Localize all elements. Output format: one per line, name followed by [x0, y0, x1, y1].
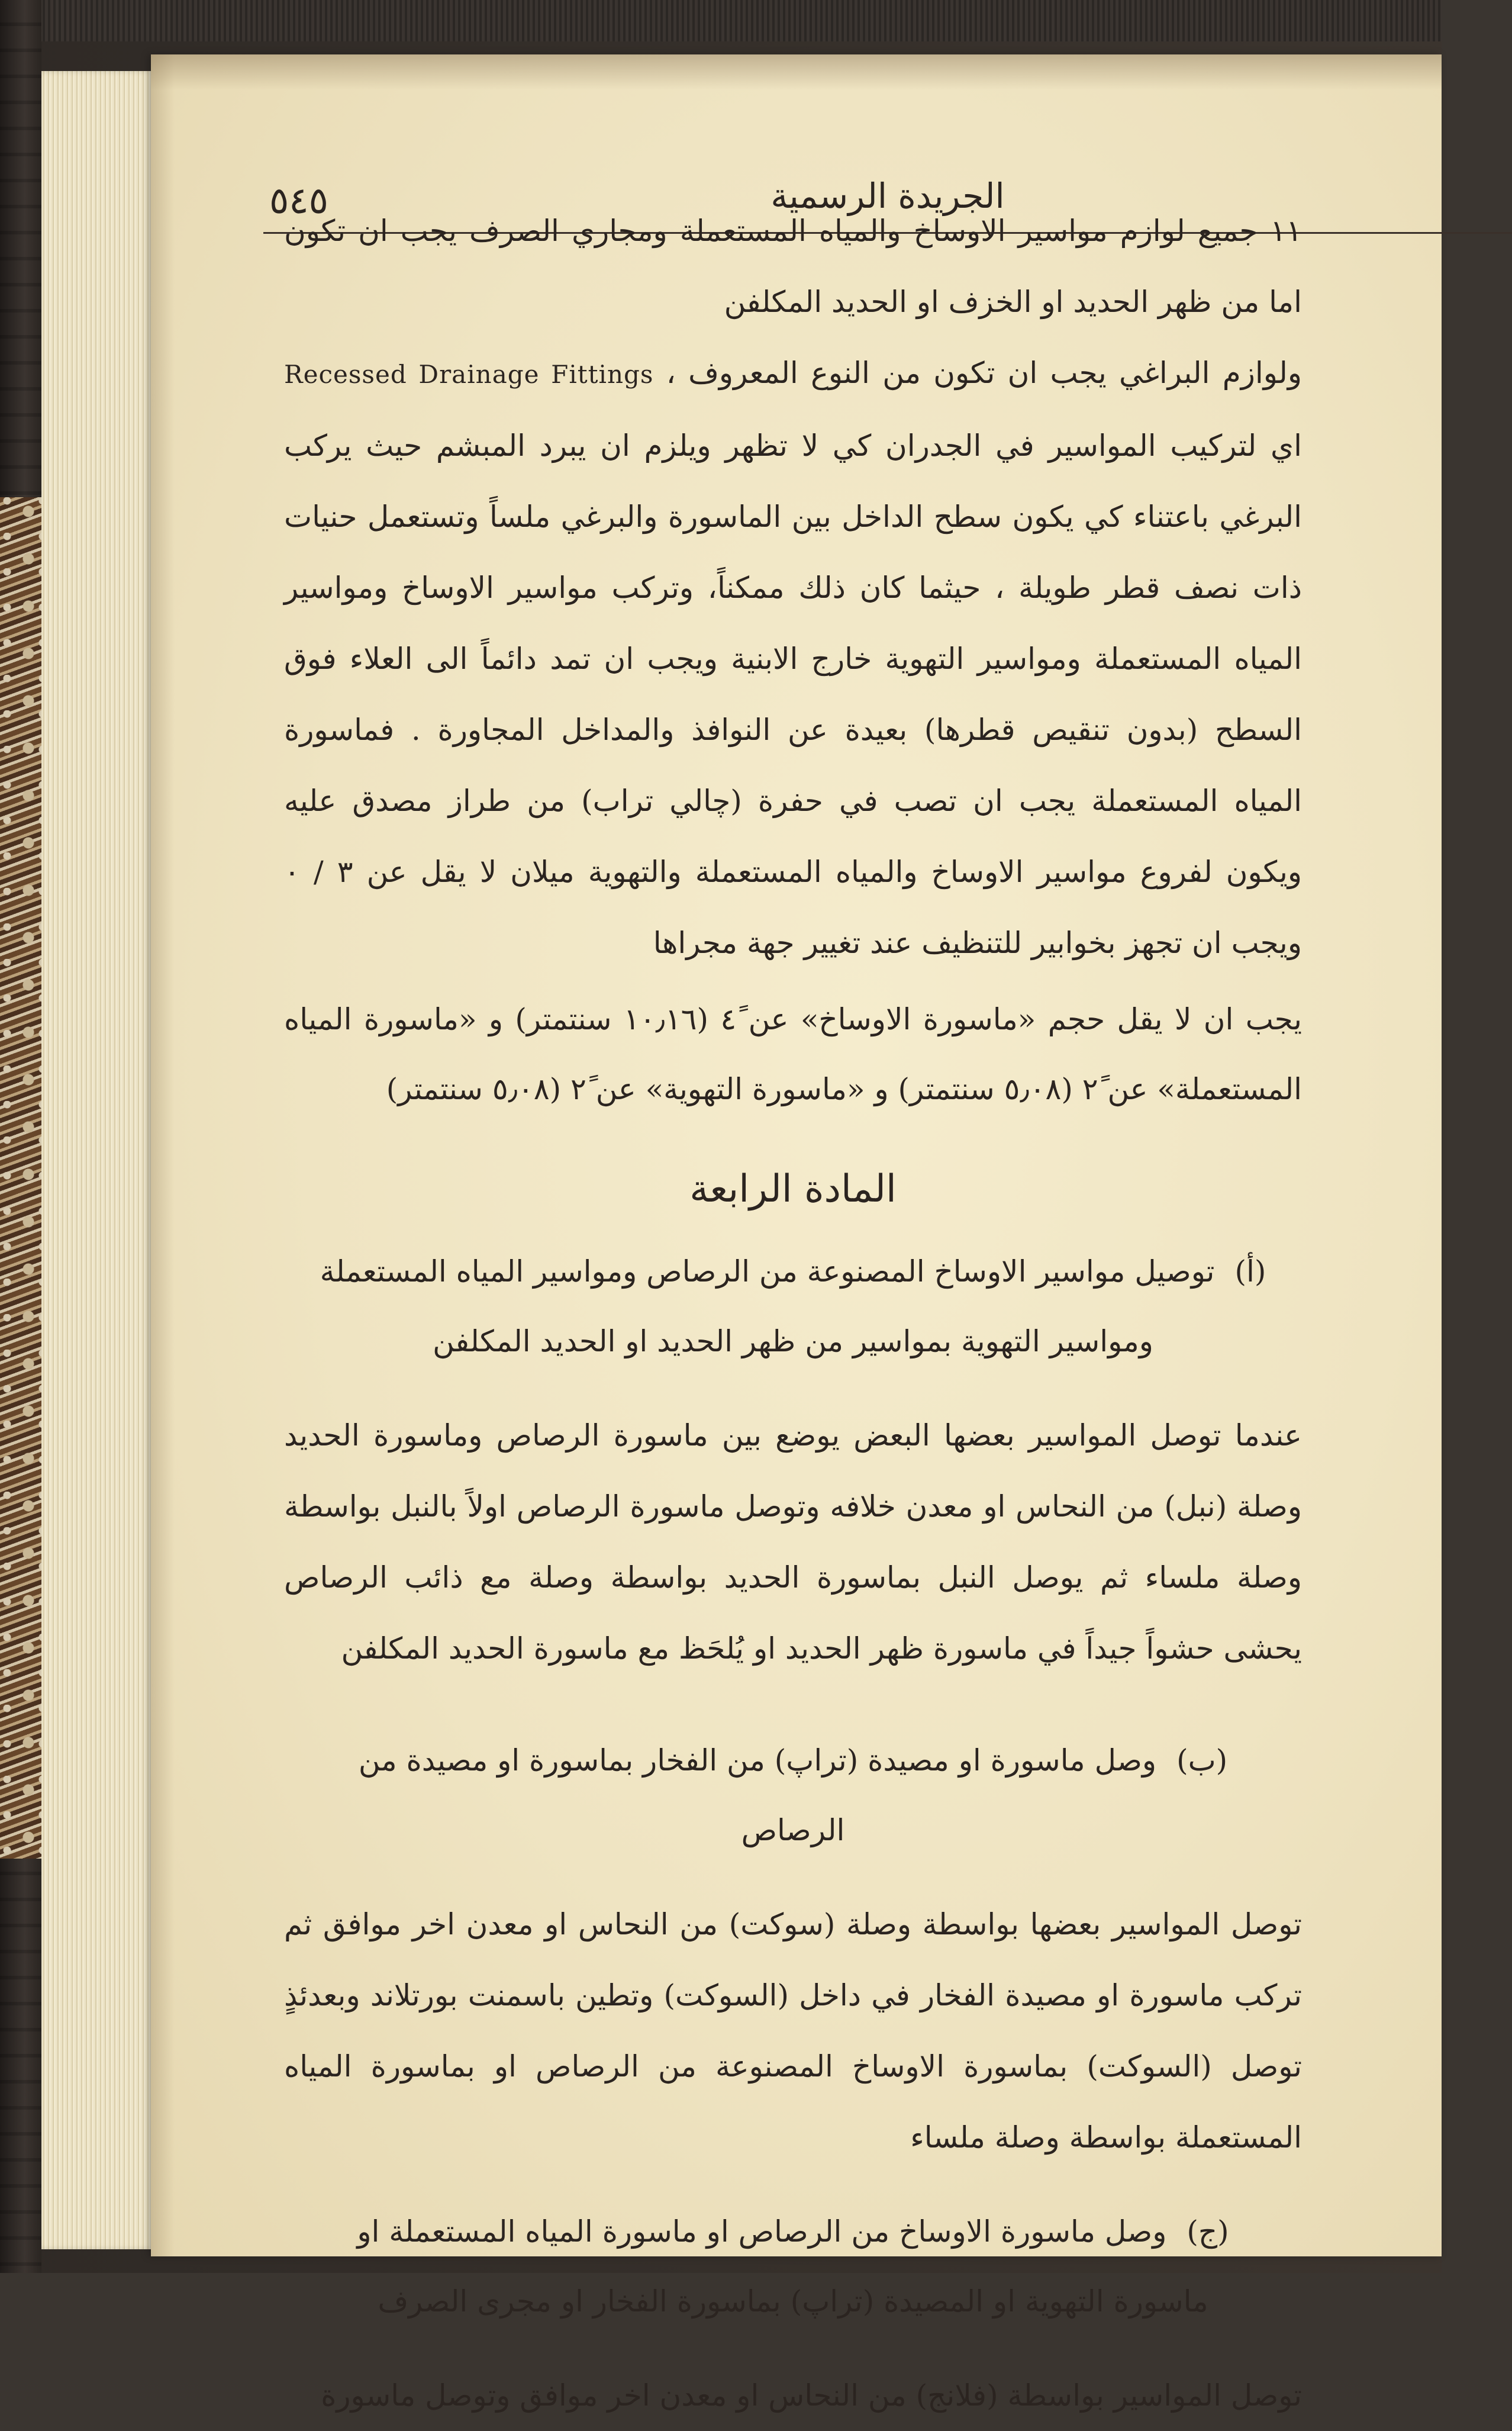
- page-number: ٥٤٥: [269, 179, 328, 222]
- marbled-edge: [0, 497, 43, 1859]
- clause-c-text: توصل المواسير بواسطة (فلانج) من النحاس او معدن اخر موافق وتوصل ماسورة: [321, 2378, 1302, 2413]
- clause-b-text: توصل المواسير بعضها بواسطة وصلة (سوكت) من النحاس او معدن اخر موافق ثم تركب ماسورة او مصيدة الفخار في داخل (السوكت) وتطين باسمنت بورتلاند وبعدئذٍ توصل (السوكت) بماسورة الاوساخ المصنوعة من الرصاص او بماسورة المياه المستعملة بواسطة وصلة ملساء: [284, 1907, 1302, 2155]
- clause-a-label: (أ): [1234, 1254, 1266, 1289]
- clause-c-heading: [284, 2197, 1302, 2336]
- item-11-paragraph: ١١ جميع لوازم مواسير الاوساخ والمياه المستعملة ومجاري الصرف يجب ان تكون اما من ظهر الحديد او الخزف او الحديد المكلفن: [284, 214, 1302, 319]
- clause-a-text: عندما توصل المواسير بعضها البعض يوضع بين ماسورة الرصاص وماسورة الحديد وصلة (نبل) من النحاس او معدن خلافه وتوصل ماسورة الرصاص اولاً بالنبل بواسطة وصلة ملساء ثم يوصل النبل بماسورة الحديد بواسطة وصلة مع ذائب الرصاص يحشى حشواً جيداً في ماسورة ظهر الحديد او يُلحَظ مع ماسورة الحديد المكلفن: [284, 1418, 1302, 1666]
- fittings-text-after: اي لتركيب المواسير في الجدران كي لا تظهر ويلزم ان يبرد المبشم حيث يركب البرغي باعتناء كي يكون سطح الداخل بين الماسورة والبرغي ملساً وتستعمل حنيات ذات نصف قطر طويلة ، حيثما كان ذلك ممكناً، وتركب مواسير الاوساخ ومواسير المياه المستعملة ومواسير التهوية خارج الابنية ويجب ان تمد دائماً الى العلاء فوق السطح (بدون تنقيص قطرها) بعيدة عن النوافذ والمداخل المجاورة . فماسورة المياه المستعملة يجب ان تصب في حفرة (چالي تراب) من طراز مصدق عليه ويكون لفروع مواسير الاوساخ والمياه المستعملة والتهوية ميلان لا يقل عن ٣ / ٠ ويجب ان تجهز بخوابير للتنظيف عند تغيير جهة مجراها: [284, 429, 1303, 960]
- page-body: [284, 195, 1302, 2431]
- page-edges: [41, 71, 154, 2249]
- fittings-paragraph: ولوازم البراغي يجب ان تكون من النوع المعروف ، Recessed Drainage Fittings اي لتركيب المواسير في الجدران كي لا تظهر ويلزم ان يبرد المبشم حيث يركب البرغي باعتناء كي يكون سطح الداخل بين الماسورة والبرغي ملساً وتستعمل حنيات ذات نصف قطر طويلة ، حيثما كان ذلك ممكناً، وتركب مواسير الاوساخ ومواسير المياه المستعملة ومواسير التهوية خارج الابنية ويجب ان تمد دائماً الى العلاء فوق السطح (بدون تنقيص قطرها) بعيدة عن النوافذ والمداخل المجاورة . فماسورة المياه المستعملة يجب ان تصب في حفرة (چالي تراب) من طراز مصدق عليه ويكون لفروع مواسير الاوساخ والمياه المستعملة والتهوية ميلان لا يقل عن ٣ / ٠ ويجب ان تجهز بخوابير للتنظيف عند تغيير جهة مجراها: [284, 356, 1303, 960]
- clause-c-label: (ج): [1187, 2214, 1229, 2249]
- clause-b-label: (ب): [1176, 1743, 1228, 1778]
- clause-c-title: وصل ماسورة الاوساخ من الرصاص او ماسورة المياه المستعملة او ماسورة التهوية او المصيدة (تراپ) بماسورة الفخار او مجرى الصرف: [357, 2214, 1208, 2319]
- fittings-english-term: Recessed Drainage Fittings: [284, 360, 654, 389]
- clause-b-title: وصل ماسورة او مصيدة (تراپ) من الفخار بماسورة او مصيدة من الرصاص: [358, 1743, 1157, 1847]
- clause-a-title: توصيل مواسير الاوساخ المصنوعة من الرصاص ومواسير المياه المستعملة ومواسير التهوية بمواسير من ظهر الحديد او الحديد المكلفن: [320, 1254, 1215, 1358]
- pipe-sizes-paragraph: يجب ان لا يقل حجم «ماسورة الاوساخ» عن ٤ً (١٠٫١٦ سنتمتر) و «ماسورة المياه المستعملة» عن ٢ً (٥٫٠٨ سنتمتر) و «ماسورة التهوية» عن ٢ً (٥٫٠٨ سنتمتر): [284, 1002, 1302, 1106]
- running-title: الجريدة الرسمية: [770, 176, 1005, 216]
- fittings-text-before: ولوازم البراغي يجب ان تكون من النوع المعروف: [688, 356, 1302, 390]
- book-cover-top: [0, 0, 1442, 41]
- clause-a-heading: [284, 1237, 1302, 1376]
- article-heading: المادة الرابعة: [689, 1167, 897, 1211]
- clause-b-heading: [284, 1725, 1302, 1865]
